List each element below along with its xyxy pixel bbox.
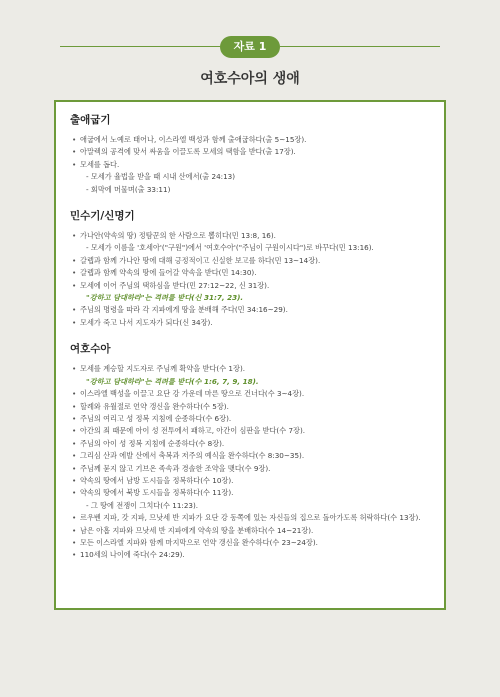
quote-item: "강하고 담대하라"는 격려를 받다(수 1:6, 7, 9, 18). bbox=[86, 376, 259, 386]
list-item: • 이스라엘 백성을 이끌고 요단 강 가운데 마른 땅으로 건너다(수 3~4장). bbox=[70, 388, 434, 400]
section-numbers-deuteronomy bbox=[70, 208, 434, 329]
section-title: 민수기/신명기 bbox=[70, 210, 135, 223]
list-item: • 약속의 땅에서 남방 도시들을 정복하다(수 10장). bbox=[70, 475, 434, 487]
list-item: • 갈렙과 함께 가나안 땅에 대해 긍정적이고 신실한 보고를 하다(민 13~14장). bbox=[70, 255, 434, 267]
sub-item: - 모세가 이름을 '호세아'("구원")에서 '여호수아'("주님이 구원이시다")로 바꾸다(민 13:16). bbox=[86, 243, 374, 253]
list-item: • 르우벤 지파, 갓 지파, 므낫세 반 지파가 요단 강 동쪽에 있는 자신들의 집으로 돌아가도록 허락하다(수 13장). bbox=[70, 512, 434, 524]
item-list bbox=[70, 230, 434, 329]
section-joshua bbox=[70, 341, 434, 562]
list-item: • 애굽에서 노예로 태어나, 이스라엘 백성과 함께 출애굽하다(출 5~15장). bbox=[70, 134, 434, 146]
divider-left bbox=[60, 46, 220, 47]
section-title: 출애굽기 bbox=[70, 114, 111, 126]
list-item: • 갈렙과 함께 약속의 땅에 들어갈 약속을 받다(민 14:30). bbox=[70, 267, 434, 279]
item-list bbox=[70, 134, 434, 196]
sub-item: - 회막에 머물며(출 33:11) bbox=[86, 184, 171, 194]
list-item: • 가나안(약속의 땅) 정탐꾼의 한 사람으로 뽑히다(민 13:8, 16). bbox=[70, 230, 434, 242]
section-exodus bbox=[70, 112, 434, 196]
quote-item: "강하고 담대하라"는 격려를 받다(신 31:7, 23). bbox=[86, 293, 244, 303]
list-item: • 약속의 땅에서 북방 도시들을 정복하다(수 11장). bbox=[70, 487, 434, 499]
divider-right bbox=[280, 46, 440, 47]
list-item: • 주님의 명령을 따라 각 지파에게 땅을 분배해 주다(민 34:16~29). bbox=[70, 304, 434, 316]
list-item: • 주님의 아이 성 정복 지침에 순종하다(수 8장). bbox=[70, 438, 434, 450]
content-card bbox=[54, 100, 446, 610]
list-item: • 남은 아홉 지파와 므낫세 반 지파에게 약속의 땅을 분배하다(수 14~21장). bbox=[70, 525, 434, 537]
list-item: • 모세를 계승할 지도자로 주님께 확약을 받다(수 1장). bbox=[70, 363, 434, 375]
page-title: 여호수아의 생애 bbox=[200, 71, 300, 87]
sub-item: - 그 땅에 전쟁이 그치다(수 11:23). bbox=[86, 500, 199, 510]
sub-item: - 모세가 율법을 받을 때 시내 산에서(출 24:13) bbox=[86, 172, 236, 182]
list-item: • 그리심 산과 에발 산에서 축복과 저주의 예식을 완수하다(수 8:30~35). bbox=[70, 450, 434, 462]
material-tag: 자료 1 bbox=[220, 36, 280, 58]
header-tag-row bbox=[60, 36, 440, 58]
list-item: • 모세가 죽고 나서 지도자가 되다(신 34장). bbox=[70, 317, 434, 329]
list-item: • 아간의 죄 때문에 아이 성 전투에서 패하고, 아간이 심판을 받다(수 7장). bbox=[70, 425, 434, 437]
list-item: • 모세에 이어 주님의 택하심을 받다(민 27:12~22, 신 31장). bbox=[70, 280, 434, 292]
list-item: • 주님께 묻지 않고 기브온 족속과 경솔한 조약을 맺다(수 9장). bbox=[70, 463, 434, 475]
item-list bbox=[70, 363, 434, 562]
list-item: • 주님의 여리고 성 정복 지침에 순종하다(수 6장). bbox=[70, 413, 434, 425]
list-item: • 모든 이스라엘 지파와 함께 마지막으로 언약 갱신을 완수하다(수 23~24장). bbox=[70, 537, 434, 549]
list-item: • 할례와 유월절로 언약 갱신을 완수하다(수 5장). bbox=[70, 401, 434, 413]
list-item: • 모세를 돕다. bbox=[70, 159, 434, 171]
list-item: • 아말렉의 공격에 맞서 싸움을 이끌도록 모세의 택함을 받다(출 17장). bbox=[70, 146, 434, 158]
list-item: • 110세의 나이에 죽다(수 24:29). bbox=[70, 549, 434, 561]
section-title: 여호수아 bbox=[70, 343, 111, 356]
